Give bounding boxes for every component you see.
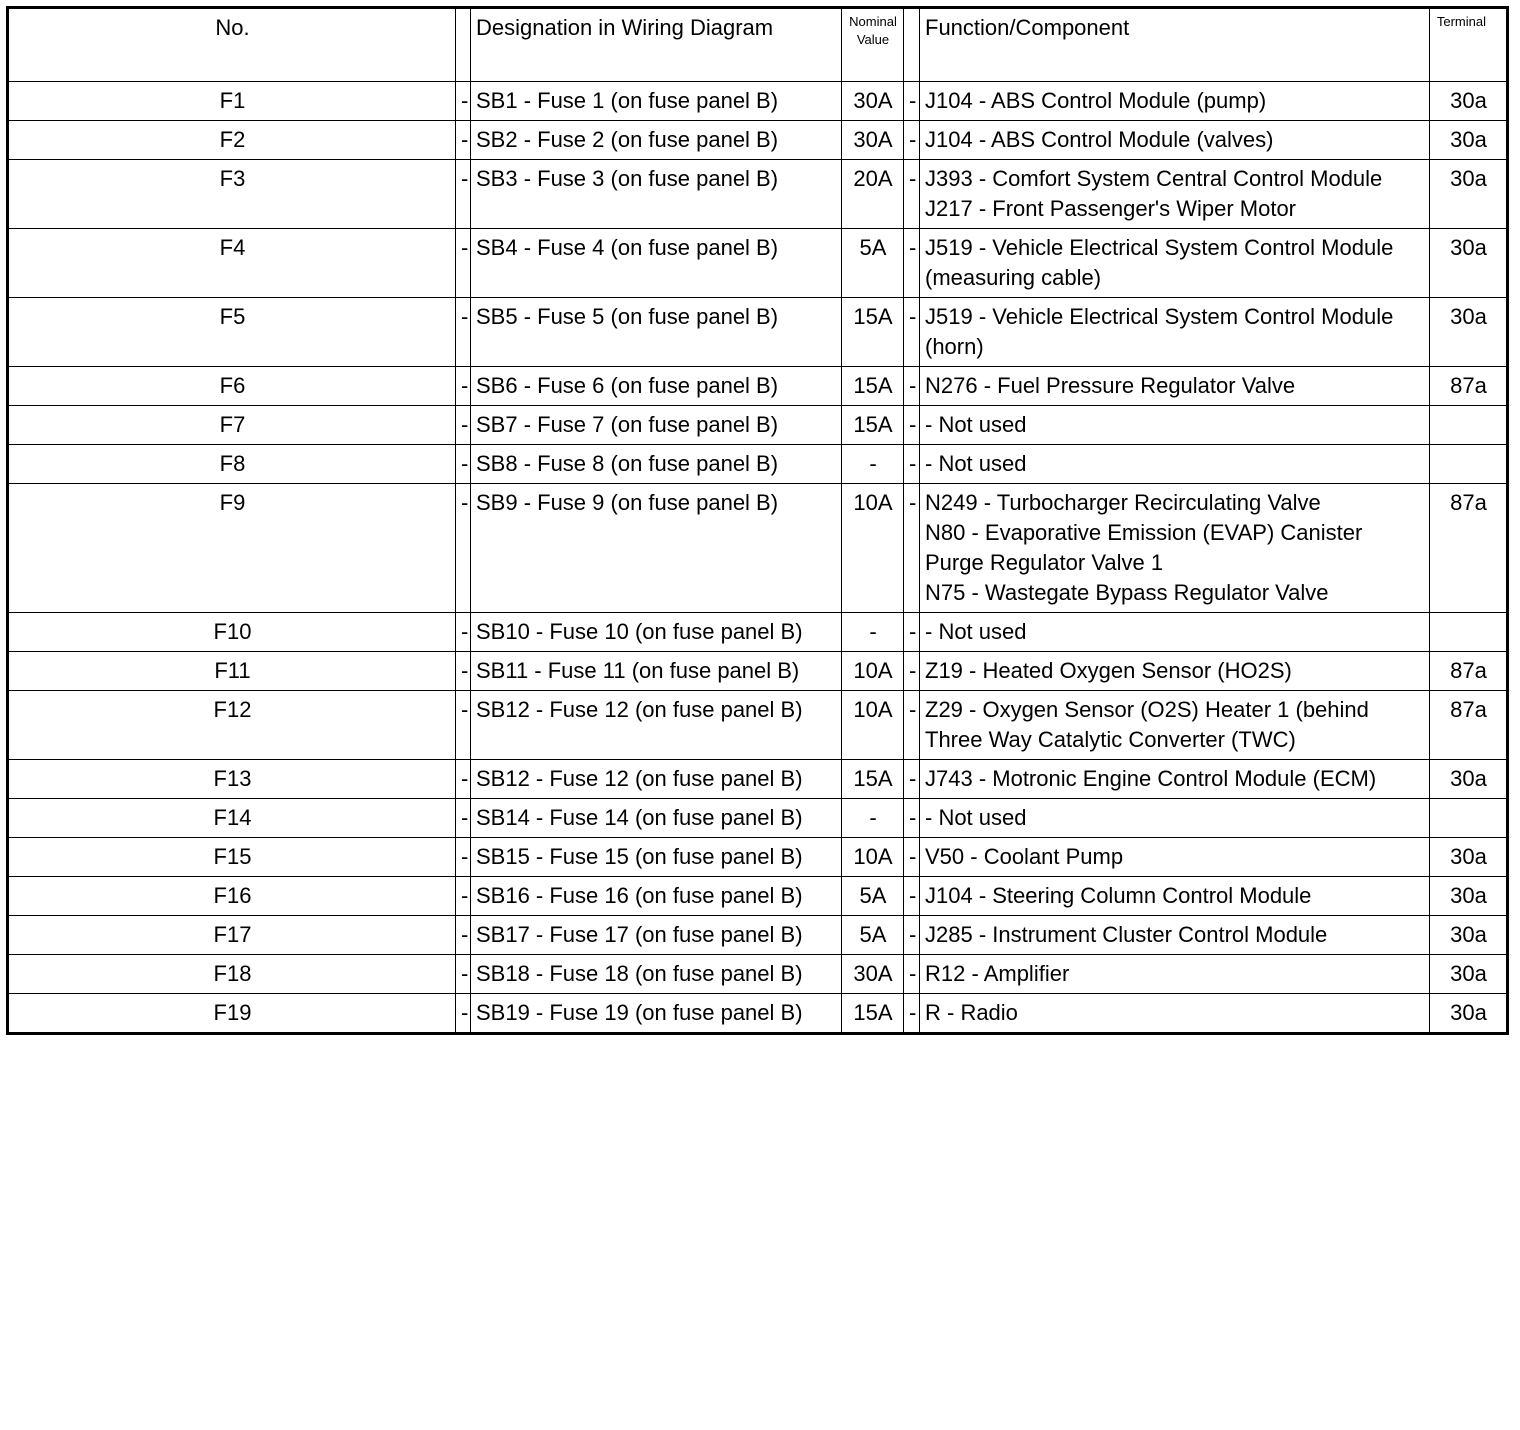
function-line: V50 - Coolant Pump <box>925 844 1124 869</box>
table-row <box>8 838 1508 877</box>
row-tick: - <box>904 406 920 445</box>
table-row <box>8 916 1508 955</box>
terminal-cell: 87a <box>1430 484 1508 613</box>
nominal-value-cell: 5A <box>842 916 904 955</box>
fuse-number: F4 <box>8 229 456 298</box>
function-line: - Not used <box>925 451 1027 476</box>
nominal-value-cell: 15A <box>842 298 904 367</box>
row-tick: - <box>904 229 920 298</box>
fuse-number: F13 <box>8 760 456 799</box>
designation-cell: SB18 - Fuse 18 (on fuse panel B) <box>471 955 842 994</box>
function-cell <box>920 121 1430 160</box>
fuse-number: F9 <box>8 484 456 613</box>
terminal-cell: 30a <box>1430 838 1508 877</box>
function-line: J519 - Vehicle Electrical System Control Module (horn) <box>925 304 1394 359</box>
table-row <box>8 877 1508 916</box>
row-tick: - <box>904 799 920 838</box>
row-tick: - <box>904 955 920 994</box>
nominal-value-cell: - <box>842 799 904 838</box>
row-tick: - <box>904 160 920 229</box>
terminal-cell: 87a <box>1430 652 1508 691</box>
fuse-number: F3 <box>8 160 456 229</box>
fuse-number: F7 <box>8 406 456 445</box>
function-line: J743 - Motronic Engine Control Module (ECM) <box>925 766 1377 791</box>
designation-cell: SB14 - Fuse 14 (on fuse panel B) <box>471 799 842 838</box>
row-tick: - <box>904 838 920 877</box>
function-line: J104 - Steering Column Control Module <box>925 883 1312 908</box>
table-row <box>8 82 1508 121</box>
row-tick: - <box>904 916 920 955</box>
designation-cell: SB15 - Fuse 15 (on fuse panel B) <box>471 838 842 877</box>
row-tick: - <box>456 229 471 298</box>
function-cell <box>920 760 1430 799</box>
function-line: - Not used <box>925 412 1027 437</box>
row-tick: - <box>456 160 471 229</box>
nominal-value-cell: 10A <box>842 691 904 760</box>
function-cell <box>920 160 1430 229</box>
row-tick: - <box>456 367 471 406</box>
terminal-cell: 30a <box>1430 955 1508 994</box>
function-cell <box>920 484 1430 613</box>
table-row <box>8 160 1508 229</box>
table-row <box>8 613 1508 652</box>
table-row <box>8 367 1508 406</box>
fuse-number: F17 <box>8 916 456 955</box>
row-tick: - <box>456 877 471 916</box>
table-row <box>8 652 1508 691</box>
row-tick: - <box>456 799 471 838</box>
fuse-number: F8 <box>8 445 456 484</box>
row-tick: - <box>904 877 920 916</box>
terminal-cell: 30a <box>1430 82 1508 121</box>
fuse-number: F14 <box>8 799 456 838</box>
terminal-cell: 87a <box>1430 691 1508 760</box>
row-tick: - <box>904 613 920 652</box>
nominal-value-cell: - <box>842 445 904 484</box>
table-row <box>8 799 1508 838</box>
function-cell <box>920 445 1430 484</box>
table-row <box>8 484 1508 613</box>
designation-cell: SB9 - Fuse 9 (on fuse panel B) <box>471 484 842 613</box>
terminal-cell <box>1430 613 1508 652</box>
terminal-cell: 30a <box>1430 229 1508 298</box>
function-cell <box>920 406 1430 445</box>
terminal-cell: 30a <box>1430 760 1508 799</box>
nominal-value-cell: 15A <box>842 367 904 406</box>
row-tick: - <box>904 994 920 1034</box>
function-line: - Not used <box>925 805 1027 830</box>
designation-cell: SB16 - Fuse 16 (on fuse panel B) <box>471 877 842 916</box>
nominal-value-cell: 30A <box>842 82 904 121</box>
function-line: J285 - Instrument Cluster Control Module <box>925 922 1328 947</box>
function-line: - Not used <box>925 619 1027 644</box>
row-tick: - <box>904 691 920 760</box>
nominal-value-cell: 20A <box>842 160 904 229</box>
header-terminal: Terminal <box>1430 8 1508 82</box>
table-body <box>8 8 1508 1034</box>
function-line: J393 - Comfort System Central Control Module <box>925 166 1383 191</box>
function-cell <box>920 838 1430 877</box>
fuse-number: F11 <box>8 652 456 691</box>
fuse-number: F10 <box>8 613 456 652</box>
function-cell <box>920 799 1430 838</box>
function-cell <box>920 916 1430 955</box>
fuse-number: F6 <box>8 367 456 406</box>
function-line: Z19 - Heated Oxygen Sensor (HO2S) <box>925 658 1292 683</box>
table-row <box>8 691 1508 760</box>
designation-cell: SB11 - Fuse 11 (on fuse panel B) <box>471 652 842 691</box>
nominal-value-cell: 15A <box>842 760 904 799</box>
row-tick: - <box>456 445 471 484</box>
function-line: J519 - Vehicle Electrical System Control Module (measuring cable) <box>925 235 1394 290</box>
fuse-number: F1 <box>8 82 456 121</box>
nominal-value-cell: 30A <box>842 121 904 160</box>
function-cell <box>920 82 1430 121</box>
fuse-number: F15 <box>8 838 456 877</box>
function-line: N80 - Evaporative Emission (EVAP) Canister Purge Regulator Valve 1 <box>925 520 1363 575</box>
row-tick: - <box>456 691 471 760</box>
function-line: R12 - Amplifier <box>925 961 1070 986</box>
designation-cell: SB3 - Fuse 3 (on fuse panel B) <box>471 160 842 229</box>
row-tick: - <box>456 652 471 691</box>
fuse-number: F2 <box>8 121 456 160</box>
designation-cell: SB17 - Fuse 17 (on fuse panel B) <box>471 916 842 955</box>
function-line: N276 - Fuel Pressure Regulator Valve <box>925 373 1296 398</box>
function-cell <box>920 955 1430 994</box>
table-row <box>8 445 1508 484</box>
row-tick: - <box>904 445 920 484</box>
function-cell <box>920 298 1430 367</box>
row-tick: - <box>904 367 920 406</box>
nominal-value-cell: 5A <box>842 229 904 298</box>
fuse-number: F18 <box>8 955 456 994</box>
designation-cell: SB6 - Fuse 6 (on fuse panel B) <box>471 367 842 406</box>
nominal-value-cell: 10A <box>842 652 904 691</box>
terminal-cell <box>1430 406 1508 445</box>
row-tick: - <box>456 484 471 613</box>
function-cell <box>920 652 1430 691</box>
function-cell <box>920 613 1430 652</box>
terminal-cell: 30a <box>1430 994 1508 1034</box>
header-spacer <box>456 8 471 82</box>
function-cell <box>920 691 1430 760</box>
row-tick: - <box>904 121 920 160</box>
row-tick: - <box>456 406 471 445</box>
row-tick: - <box>456 955 471 994</box>
function-cell <box>920 367 1430 406</box>
table-row <box>8 406 1508 445</box>
nominal-value-cell: 15A <box>842 994 904 1034</box>
row-tick: - <box>456 994 471 1034</box>
terminal-cell <box>1430 799 1508 838</box>
table-row <box>8 955 1508 994</box>
row-tick: - <box>456 760 471 799</box>
row-tick: - <box>456 613 471 652</box>
designation-cell: SB2 - Fuse 2 (on fuse panel B) <box>471 121 842 160</box>
row-tick: - <box>456 916 471 955</box>
table-row <box>8 994 1508 1034</box>
function-line: Z29 - Oxygen Sensor (O2S) Heater 1 (behind Three Way Catalytic Converter (TWC) <box>925 697 1369 752</box>
table-row <box>8 229 1508 298</box>
fuse-number: F19 <box>8 994 456 1034</box>
terminal-cell: 30a <box>1430 121 1508 160</box>
function-line: J104 - ABS Control Module (pump) <box>925 88 1267 113</box>
header-row <box>8 8 1508 82</box>
function-line: J217 - Front Passenger's Wiper Motor <box>925 196 1297 221</box>
function-cell <box>920 994 1430 1034</box>
nominal-value-cell: 5A <box>842 877 904 916</box>
fuse-number: F12 <box>8 691 456 760</box>
header-spacer <box>904 8 920 82</box>
terminal-cell: 30a <box>1430 916 1508 955</box>
row-tick: - <box>904 652 920 691</box>
function-line: N249 - Turbocharger Recirculating Valve <box>925 490 1321 515</box>
function-line: N75 - Wastegate Bypass Regulator Valve <box>925 580 1329 605</box>
table-row <box>8 298 1508 367</box>
designation-cell: SB19 - Fuse 19 (on fuse panel B) <box>471 994 842 1034</box>
header-designation: Designation in Wiring Diagram <box>471 8 842 82</box>
nominal-value-cell: 30A <box>842 955 904 994</box>
terminal-cell: 30a <box>1430 877 1508 916</box>
row-tick: - <box>456 82 471 121</box>
table-row <box>8 121 1508 160</box>
designation-cell: SB4 - Fuse 4 (on fuse panel B) <box>471 229 842 298</box>
header-no: No. <box>8 8 456 82</box>
designation-cell: SB10 - Fuse 10 (on fuse panel B) <box>471 613 842 652</box>
terminal-cell: 87a <box>1430 367 1508 406</box>
row-tick: - <box>456 298 471 367</box>
row-tick: - <box>456 838 471 877</box>
row-tick: - <box>456 121 471 160</box>
nominal-value-cell: 10A <box>842 838 904 877</box>
nominal-value-cell: 15A <box>842 406 904 445</box>
function-cell <box>920 877 1430 916</box>
designation-cell: SB12 - Fuse 12 (on fuse panel B) <box>471 760 842 799</box>
designation-cell: SB1 - Fuse 1 (on fuse panel B) <box>471 82 842 121</box>
header-nominal-value: Nominal Value <box>842 8 904 82</box>
fuse-number: F16 <box>8 877 456 916</box>
header-function: Function/Component <box>920 8 1430 82</box>
row-tick: - <box>904 82 920 121</box>
nominal-value-cell: 10A <box>842 484 904 613</box>
function-line: R - Radio <box>925 1000 1018 1025</box>
terminal-cell: 30a <box>1430 298 1508 367</box>
function-cell <box>920 229 1430 298</box>
designation-cell: SB8 - Fuse 8 (on fuse panel B) <box>471 445 842 484</box>
terminal-cell: 30a <box>1430 160 1508 229</box>
fuse-table <box>6 6 1509 1035</box>
fuse-number: F5 <box>8 298 456 367</box>
terminal-cell <box>1430 445 1508 484</box>
designation-cell: SB12 - Fuse 12 (on fuse panel B) <box>471 691 842 760</box>
row-tick: - <box>904 484 920 613</box>
designation-cell: SB7 - Fuse 7 (on fuse panel B) <box>471 406 842 445</box>
row-tick: - <box>904 298 920 367</box>
function-line: J104 - ABS Control Module (valves) <box>925 127 1274 152</box>
designation-cell: SB5 - Fuse 5 (on fuse panel B) <box>471 298 842 367</box>
row-tick: - <box>904 760 920 799</box>
table-row <box>8 760 1508 799</box>
nominal-value-cell: - <box>842 613 904 652</box>
